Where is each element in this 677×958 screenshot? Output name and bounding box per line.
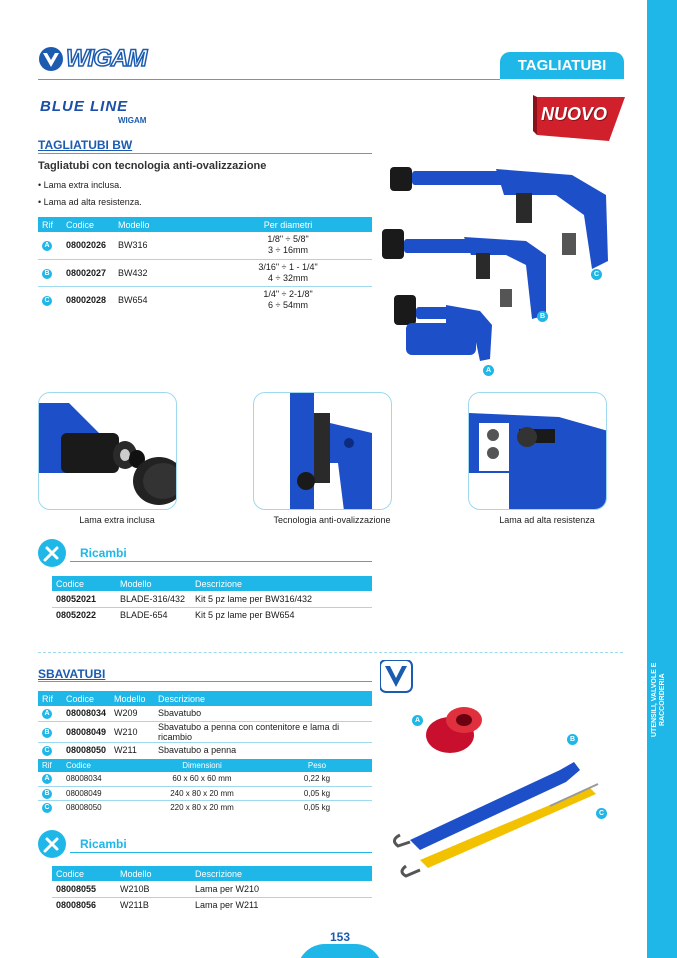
new-badge-text: NUOVO bbox=[541, 104, 608, 124]
sbavatubi-dimensions-table bbox=[38, 759, 372, 814]
table-row bbox=[38, 286, 372, 313]
codice-cell: 08002026 bbox=[62, 232, 114, 259]
codice-cell: 08008055 bbox=[52, 881, 116, 897]
diam-mm: 6 ÷ 54mm bbox=[268, 299, 308, 310]
sbavatubi-table bbox=[38, 691, 372, 757]
diam-inch: 1/4" ÷ 2-1/8" bbox=[263, 288, 313, 299]
sbavatubi-rule bbox=[38, 681, 372, 682]
photo-label-a: A bbox=[412, 715, 423, 726]
table-row bbox=[38, 772, 372, 786]
sbavatubi-title: SBAVATUBI bbox=[38, 667, 106, 681]
ref-badge: A bbox=[42, 774, 52, 784]
modello-cell: BW316 bbox=[114, 232, 204, 259]
tagliatubi-subtitle: Tagliatubi con tecnologia anti-ovalizzazione bbox=[38, 160, 267, 172]
codice-cell: 08008050 bbox=[66, 802, 102, 812]
codice-cell: 08002027 bbox=[62, 259, 114, 286]
table-row bbox=[52, 897, 372, 913]
table-row bbox=[52, 591, 372, 607]
deburrers-photo bbox=[380, 660, 620, 885]
feature-thumb-resistant-blade bbox=[468, 392, 607, 510]
page-number-tab bbox=[297, 944, 383, 958]
wrench-icon bbox=[37, 538, 67, 568]
table-row bbox=[38, 742, 372, 757]
header-codice: Codice bbox=[62, 217, 114, 232]
codice-cell: 08052021 bbox=[52, 591, 116, 607]
header-modello: Modello bbox=[110, 691, 154, 706]
ricambi-rule bbox=[70, 561, 372, 562]
header-peso: Peso bbox=[262, 759, 372, 772]
table-row bbox=[38, 259, 372, 286]
tagliatubi-title: TAGLIATUBI BW bbox=[38, 138, 133, 152]
pipe-cutters-photo bbox=[376, 155, 616, 380]
table-row bbox=[38, 232, 372, 259]
ref-badge: B bbox=[42, 728, 52, 738]
dimensioni-cell: 220 x 80 x 20 mm bbox=[170, 802, 234, 812]
codice-cell: 08008034 bbox=[62, 772, 142, 786]
brand-name: WIGAM bbox=[66, 45, 147, 72]
blue-line-sub: WIGAM bbox=[118, 116, 147, 125]
table-row bbox=[38, 800, 372, 814]
ricambi-table bbox=[52, 576, 372, 623]
codice-cell: 08008034 bbox=[62, 706, 110, 721]
ricambi-title: Ricambi bbox=[80, 546, 127, 560]
descrizione-cell: Kit 5 pz lame per BW654 bbox=[195, 610, 295, 621]
wrench-icon bbox=[37, 829, 67, 859]
header-rule bbox=[38, 79, 500, 80]
feature-thumb-antiovalization bbox=[253, 392, 392, 510]
side-band bbox=[647, 0, 677, 958]
antiovalization-image bbox=[254, 393, 392, 510]
diam-inch: 3/16" ÷ 1 - 1/4" bbox=[258, 261, 318, 272]
ref-badge: A bbox=[42, 709, 52, 719]
dimensioni-cell: 60 x 60 x 60 mm bbox=[142, 772, 262, 786]
modello-cell: W209 bbox=[110, 706, 154, 721]
feature-thumb-blade bbox=[38, 392, 177, 510]
new-badge bbox=[533, 95, 625, 141]
descrizione-cell: Sbavatubo a penna bbox=[158, 744, 237, 755]
ref-badge: B bbox=[42, 789, 52, 799]
diametri-cell bbox=[204, 259, 372, 286]
modello-cell: W211 bbox=[114, 744, 137, 755]
peso-cell: 0,05 kg bbox=[303, 802, 331, 812]
ref-badge: A bbox=[42, 241, 52, 251]
diametri-cell bbox=[204, 232, 372, 259]
peso-cell: 0,22 kg bbox=[262, 772, 372, 786]
wigam-logo bbox=[38, 44, 146, 74]
blue-line-logo bbox=[40, 98, 158, 130]
header-descrizione: Descrizione bbox=[191, 576, 372, 591]
blue-line-text: BLUE LINE bbox=[40, 98, 129, 115]
modello-cell: BLADE-654 bbox=[120, 610, 168, 621]
header-codice: Codice bbox=[52, 576, 116, 591]
header-modello: Modello bbox=[114, 217, 204, 232]
modello-cell: W210 bbox=[110, 721, 154, 742]
page-number: 153 bbox=[329, 930, 351, 944]
wigam-v-icon bbox=[38, 46, 64, 72]
diam-inch: 1/8" ÷ 5/8" bbox=[267, 234, 309, 245]
modello-cell: BW654 bbox=[118, 294, 148, 305]
ricambi-title: Ricambi bbox=[80, 837, 127, 851]
descrizione-cell: Sbavatubo a penna con contenitore e lama di ricambio bbox=[154, 721, 372, 742]
dimensioni-cell: 240 x 80 x 20 mm bbox=[142, 786, 262, 800]
header-diametri: Per diametri bbox=[204, 217, 372, 232]
ref-badge: C bbox=[42, 296, 52, 306]
caption-antiovalization: Tecnologia anti-ovalizzazione bbox=[273, 515, 391, 525]
modello-cell: BW432 bbox=[114, 259, 204, 286]
codice-cell: 08008056 bbox=[56, 900, 97, 911]
header-modello: Modello bbox=[116, 866, 191, 881]
table-row bbox=[38, 721, 372, 742]
bullet-1: • Lama extra inclusa. bbox=[38, 180, 122, 190]
tagliatubi-table bbox=[38, 217, 372, 313]
caption-blade: Lama extra inclusa bbox=[79, 515, 155, 525]
photo-label-b: B bbox=[537, 311, 548, 322]
codice-cell: 08008049 bbox=[62, 786, 142, 800]
ref-badge: C bbox=[42, 803, 52, 813]
header-rif: Rif bbox=[38, 759, 62, 772]
modello-cell: W210B bbox=[116, 881, 191, 897]
codice-cell: 08008049 bbox=[62, 721, 110, 742]
codice-cell: 08052022 bbox=[56, 610, 97, 621]
codice-cell: 08002028 bbox=[66, 294, 107, 305]
header-dimensioni: Dimensioni bbox=[142, 759, 262, 772]
descrizione-cell: Lama per W211 bbox=[195, 900, 259, 911]
photo-label-b: B bbox=[567, 734, 578, 745]
header-rif: Rif bbox=[38, 217, 62, 232]
header-rif: Rif bbox=[38, 691, 62, 706]
photo-label-c: C bbox=[596, 808, 607, 819]
ricambi-rule bbox=[70, 852, 372, 853]
ref-badge: C bbox=[42, 746, 52, 756]
modello-cell: BLADE-316/432 bbox=[116, 591, 191, 607]
descrizione-cell: Sbavatubo bbox=[154, 706, 372, 721]
table-row bbox=[52, 607, 372, 623]
modello-cell: W211B bbox=[120, 900, 149, 911]
diam-mm: 3 ÷ 16mm bbox=[268, 245, 308, 256]
table-row bbox=[52, 881, 372, 897]
table-row bbox=[38, 706, 372, 721]
header-codice: Codice bbox=[52, 866, 116, 881]
photo-label-c: C bbox=[591, 269, 602, 280]
descrizione-cell: Kit 5 pz lame per BW316/432 bbox=[191, 591, 372, 607]
header-codice: Codice bbox=[62, 759, 142, 772]
table-row bbox=[38, 786, 372, 800]
header-modello: Modello bbox=[116, 576, 191, 591]
peso-cell: 0,05 kg bbox=[262, 786, 372, 800]
diam-mm: 4 ÷ 32mm bbox=[268, 272, 308, 283]
category-tab: TAGLIATUBI bbox=[500, 52, 624, 79]
caption-resistant-blade: Lama ad alta resistenza bbox=[499, 515, 595, 525]
ref-badge: B bbox=[42, 269, 52, 279]
blade-image bbox=[39, 393, 177, 510]
descrizione-cell: Lama per W210 bbox=[191, 881, 372, 897]
photo-label-a: A bbox=[483, 365, 494, 376]
resistant-blade-image bbox=[469, 393, 607, 510]
side-category-text: UTENSILI, VALVOLE E RACCORDERIA bbox=[651, 662, 666, 738]
header-codice: Codice bbox=[62, 691, 110, 706]
ricambi-table bbox=[52, 866, 372, 913]
codice-cell: 08008050 bbox=[66, 744, 107, 755]
section-divider bbox=[38, 652, 623, 653]
diametri-cell bbox=[204, 286, 372, 313]
bullet-2: • Lama ad alta resistenza. bbox=[38, 197, 142, 207]
tagliatubi-rule bbox=[38, 153, 372, 154]
header-descrizione: Descrizione bbox=[191, 866, 372, 881]
header-descrizione: Descrizione bbox=[154, 691, 372, 706]
